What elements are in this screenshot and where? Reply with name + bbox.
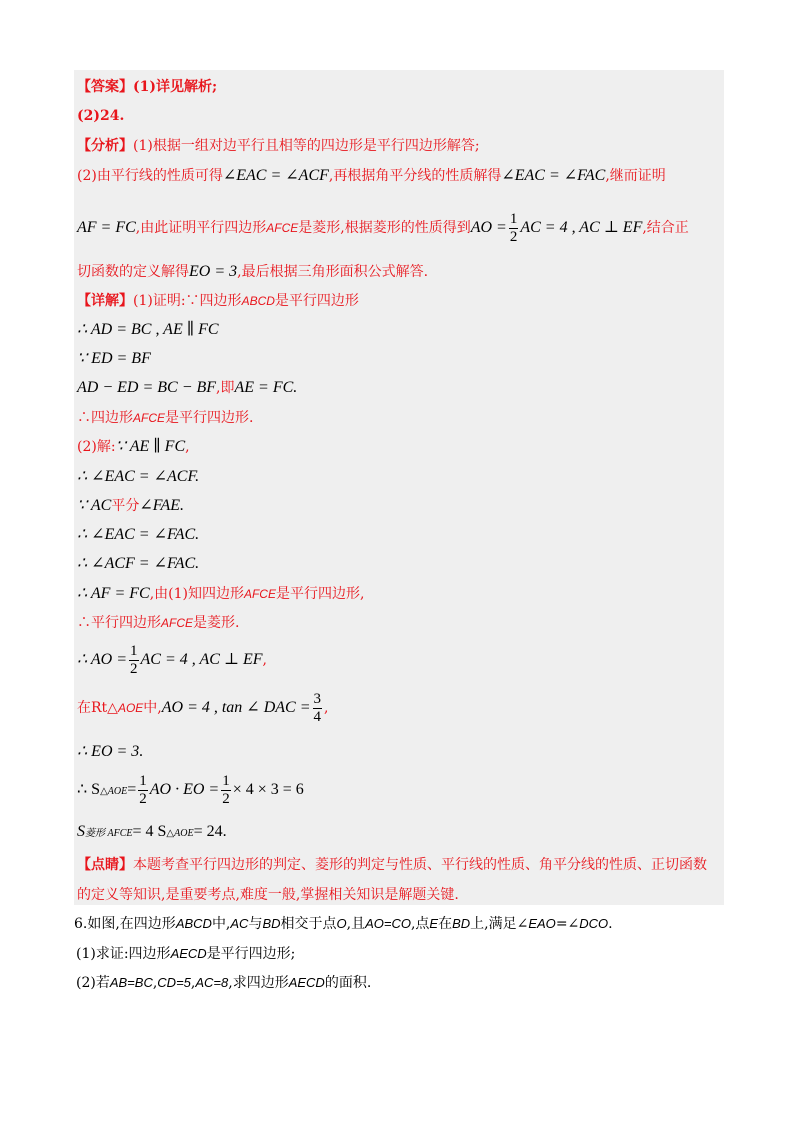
math-expr: ∴ AO = [77, 651, 128, 668]
math-expr: AC = 4 , AC ⊥ EF [520, 219, 643, 236]
detail-tag: 【详解】 [77, 293, 133, 309]
answer-part2: (2)24. [77, 108, 125, 124]
answer-line-2 [77, 106, 124, 126]
detail-text: ,由(1)知四边形 [149, 586, 244, 602]
analysis-text: (2)由平行线的性质可得 [77, 168, 223, 184]
detail-text: ∴四边形 [77, 410, 133, 426]
math-expr: AE = FC [234, 379, 294, 396]
answer-part1: (1)详见解析; [133, 79, 218, 95]
math-expr: AO = 4 , tan ∠ DAC = [161, 699, 311, 716]
math-expr: ∴ S [77, 781, 101, 798]
detail-step-1: ∴ AD = BC , AE ∥ FC [77, 321, 219, 338]
detail-text: ∴平行四边形 [77, 615, 161, 631]
punct: . [139, 743, 144, 760]
question-text: , [190, 975, 196, 991]
math-expr: × 4 × 3 = 6 [232, 781, 304, 798]
analysis-line-4 [77, 262, 428, 282]
frac-den: 2 [509, 228, 518, 245]
figure-label: AFCE [161, 616, 194, 630]
question-text: , [152, 975, 158, 991]
detail-text: ,即 [216, 380, 235, 396]
detail-text: 在Rt△ [77, 700, 118, 716]
figure-label: E [429, 916, 439, 931]
detail-t6 [77, 613, 239, 633]
analysis-tag: 【分析】 [77, 138, 133, 154]
punct: . [293, 379, 298, 396]
analysis-text: 是菱形,根据菱形的性质得到 [298, 220, 471, 236]
punct: , [324, 700, 329, 716]
figure-label: AC [230, 916, 249, 931]
math-expr: ∠EAC = ∠FAC [501, 167, 606, 184]
question-text: . [608, 916, 613, 932]
figure-label: AO=CO [365, 916, 411, 931]
fraction [138, 773, 148, 808]
detail-step-4 [77, 408, 253, 428]
analysis-text: ,继而证明 [605, 168, 666, 184]
question-text: (2)若 [76, 975, 110, 991]
math-expr: S [77, 823, 85, 840]
math-expr: ∵ AC [77, 497, 112, 514]
math-expr: ∠EAC = ∠ACF [222, 167, 329, 184]
detail-t4 [77, 554, 199, 574]
question-line-2 [76, 944, 295, 964]
math-expr: = 4 S [132, 823, 167, 840]
math-expr: AO = [470, 219, 507, 236]
punct: . [180, 497, 185, 514]
analysis-line-3 [77, 210, 689, 246]
detail-t8 [77, 690, 328, 726]
math-expr: = 24 [193, 823, 223, 840]
figure-label: CD=5 [157, 975, 191, 990]
detail-t10 [77, 772, 304, 810]
punct: . [195, 555, 200, 572]
punct: , [262, 652, 267, 668]
math-expr: AD − ED = BC − BF [77, 379, 217, 396]
analysis-text: 切函数的定义解得 [77, 264, 189, 280]
detail-part2 [77, 437, 190, 457]
subscript: △AOE [166, 828, 194, 839]
analysis-text: ,由此证明平行四边形 [135, 220, 267, 236]
punct: . [195, 526, 200, 543]
question-text: 的面积. [324, 975, 372, 991]
detail-step-2: ∵ ED = BF [77, 350, 151, 367]
math-expr: AO · EO = [149, 781, 220, 798]
figure-label: AECD [288, 975, 325, 990]
detail-text: (2)解: [77, 439, 116, 455]
detail-text: 是平行四边形. [165, 410, 254, 426]
math-expr: AC = 4 , AC ⊥ EF [140, 651, 263, 668]
subscript: 菱形 AFCE [85, 828, 133, 839]
figure-label: AFCE [133, 411, 166, 425]
detail-text: 是平行四边形, [275, 586, 365, 602]
fraction [221, 773, 231, 808]
analysis-text: ,最后根据三角形面积公式解答. [237, 264, 429, 280]
question-text: =∠ [555, 916, 580, 932]
figure-label: ABCD [241, 294, 275, 308]
question-text: ,求四边形 [228, 975, 289, 991]
figure-label: AFCE [266, 221, 299, 235]
detail-line-1 [77, 291, 359, 311]
math-expr: ∴ ∠EAC = ∠FAC [77, 526, 196, 543]
question-line-3 [76, 973, 371, 993]
frac-num: 1 [139, 772, 147, 789]
analysis-text: ,结合正 [642, 220, 689, 236]
detail-t11 [77, 822, 227, 844]
question-text: (1)求证:四边形 [76, 946, 171, 962]
comment-tag: 【点睛】 [77, 857, 133, 873]
question-text: 上,满足∠ [470, 916, 529, 932]
figure-label: BD [262, 916, 281, 931]
math-expr: ∠FAE [139, 497, 181, 514]
frac-den: 2 [130, 660, 138, 677]
figure-label: ABCD [175, 916, 212, 931]
question-text: 与 [248, 916, 263, 932]
math-expr: EO = 3 [189, 263, 238, 280]
detail-t5 [77, 584, 364, 604]
question-text: 在 [438, 916, 453, 932]
analysis-line-1 [77, 136, 480, 156]
fraction [313, 691, 323, 726]
punct: . [195, 468, 200, 485]
figure-label: O [336, 916, 347, 931]
detail-step-3 [77, 378, 297, 398]
math-expr: ∴ ∠EAC = ∠ACF [77, 468, 196, 485]
figure-label: DCO [579, 916, 609, 931]
detail-t9 [77, 742, 143, 762]
comment-text: 本题考查平行四边形的判定、菱形的判定与性质、平行线的性质、角平分线的性质、正切函数 [133, 857, 707, 873]
frac-num: 1 [130, 642, 138, 659]
detail-text: 平分 [111, 498, 140, 514]
frac-num: 3 [313, 690, 322, 707]
detail-text: 是菱形. [193, 615, 240, 631]
question-text: ,点 [410, 916, 430, 932]
math-expr: ∴ EO = 3 [77, 743, 140, 760]
detail-t7 [77, 642, 267, 678]
frac-num: 1 [222, 772, 230, 789]
figure-label: EAO [528, 916, 556, 931]
math-expr: ∵ AE ∥ FC [115, 438, 186, 455]
answer-tag: 【答案】 [77, 79, 133, 95]
analysis-text-1: (1)根据一组对边平行且相等的四边形是平行四边形解答; [133, 138, 480, 154]
question-text: 中, [211, 916, 231, 932]
frac-den: 4 [313, 708, 322, 725]
math-expr: AF = FC [77, 219, 136, 236]
detail-text: 中, [143, 700, 162, 716]
fraction [129, 643, 139, 678]
figure-label: AOE [117, 701, 144, 715]
detail-t3 [77, 525, 199, 545]
figure-label: AC=8 [195, 975, 229, 990]
question-text: 相交于点 [280, 916, 337, 932]
comment-line-1 [77, 855, 707, 875]
figure-label: BD [452, 916, 471, 931]
detail-text: 是平行四边形 [274, 293, 359, 309]
comment-line-2 [77, 885, 459, 905]
question-text: 6.如图,在四边形 [74, 916, 176, 932]
figure-label: AFCE [243, 587, 276, 601]
figure-label: AB=BC [109, 975, 153, 990]
comment-text: 的定义等知识,是重要考点,难度一般,掌握相关知识是解题关键. [77, 887, 459, 903]
math-expr: = [127, 781, 137, 798]
punct: . [222, 823, 227, 840]
frac-den: 2 [139, 790, 147, 807]
fraction [509, 211, 519, 246]
detail-text: (1)证明:∵四边形 [133, 293, 242, 309]
subscript: △AOE [100, 786, 128, 797]
question-text: ,且 [346, 916, 366, 932]
math-expr: ∴ ∠ACF = ∠FAC [77, 555, 196, 572]
frac-num: 1 [509, 210, 518, 227]
math-expr: ∴ AF = FC [77, 585, 150, 602]
answer-line-1 [77, 77, 217, 97]
question-line-1 [74, 914, 613, 934]
detail-t1 [77, 467, 199, 487]
analysis-text: ,再根据角平分线的性质解得 [328, 168, 502, 184]
question-text: 是平行四边形; [206, 946, 296, 962]
figure-label: AECD [170, 946, 207, 961]
frac-den: 2 [222, 790, 230, 807]
punct: , [185, 439, 190, 455]
detail-t2 [77, 496, 184, 516]
analysis-line-2 [77, 166, 666, 186]
